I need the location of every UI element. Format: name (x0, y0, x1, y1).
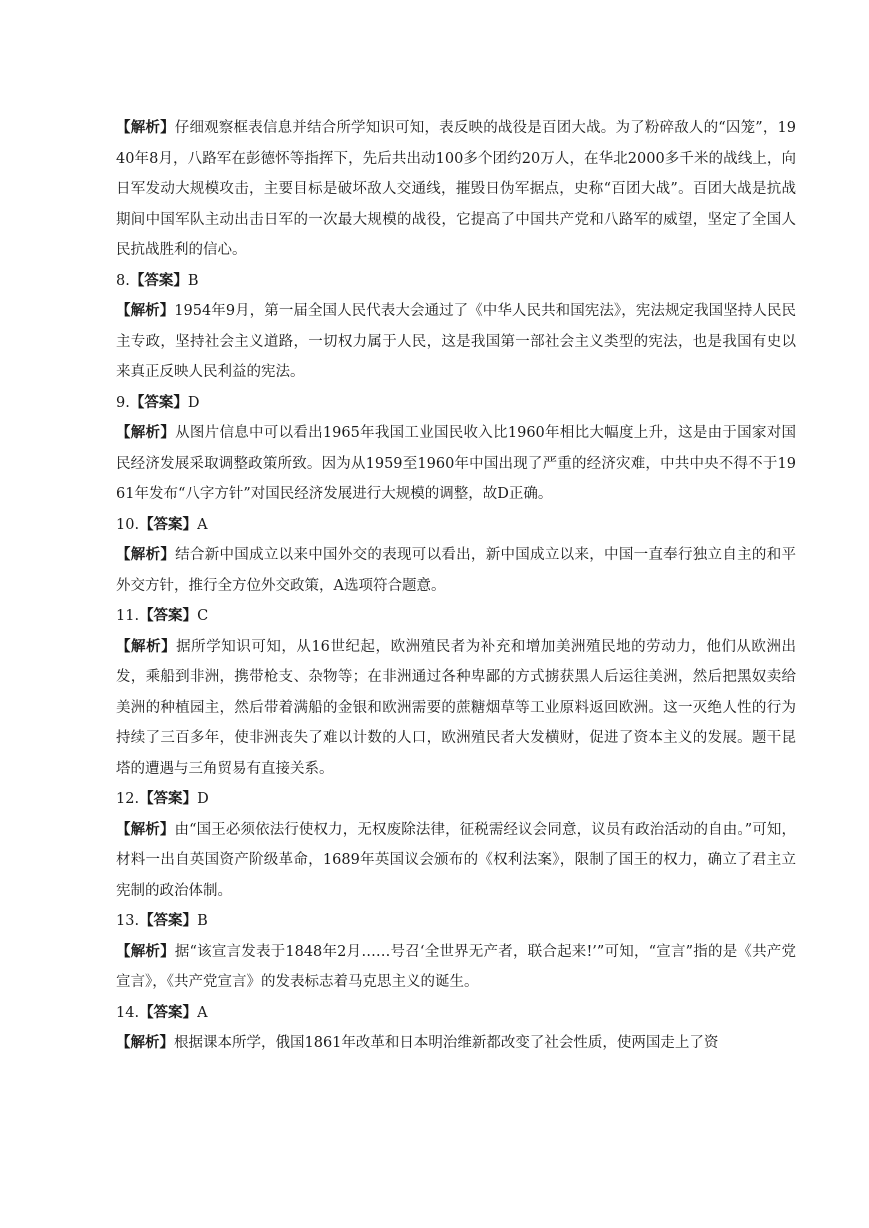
question-number: 13. (116, 913, 140, 929)
answer-8 (116, 266, 796, 297)
answer-label: 【答案】 (129, 393, 188, 411)
explanation-text: 仔细观察框表信息并结合所学知识可知，表反映的战役是百团大战。为了粉碎敌人的“囚笼”，1940年8月，八路军在彭德怀等指挥下，先后共出动100多个团约20万人，在华北2000多千米的战线上，向日军发动大规模攻击，主要目标是破坏敌人交通线，摧毁日伪军据点，史称“百团大战”。百团大战是抗战期间中国军队主动出击日军的一次最大规模的战役，它提高了中国共产党和八路军的威望，坚定了全国人民抗战胜利的信心。 (116, 120, 796, 258)
explanation-14 (116, 1028, 796, 1059)
answer-label: 【答案】 (139, 912, 198, 929)
answer-value: A (197, 1004, 208, 1021)
answer-value: A (197, 516, 208, 533)
answer-label: 【答案】 (139, 515, 198, 533)
explanation-text: 根据课本所学，俄国1861年改革和日本明治维新都改变了社会性质，使两国走上了资 (174, 1035, 719, 1051)
explanation-7 (116, 113, 796, 266)
answer-value: D (187, 394, 200, 411)
question-number: 11. (116, 608, 140, 624)
answer-value: D (197, 791, 209, 807)
answer-label: 【答案】 (139, 607, 198, 624)
question-number: 8. (116, 272, 130, 289)
explanation-13 (116, 937, 796, 998)
answer-13 (116, 906, 796, 937)
explanation-label: 【解析】 (116, 820, 175, 838)
answer-12 (116, 784, 796, 815)
explanation-label: 【解析】 (116, 302, 175, 319)
answer-value: B (197, 913, 208, 929)
answer-11 (116, 601, 796, 632)
question-number: 14. (116, 1004, 140, 1021)
explanation-label: 【解析】 (116, 546, 176, 563)
question-number: 10. (116, 516, 140, 533)
explanation-text: 据“该宣言发表于1848年2月……号召‘全世界无产者，联合起来!’”可知，“宣言”指的是《共产党宣言》，《共产党宣言》的发表标志着马克思主义的诞生。 (116, 943, 797, 990)
answer-label: 【答案】 (139, 790, 198, 807)
explanation-text: 1954年9月，第一届全国人民代表大会通过了《中华人民共和国宪法》，宪法规定我国坚持人民民主专政，坚持社会主义道路，一切权力属于人民，这是我国第一部社会主义类型的宪法，也是我国有史以来真正反映人民利益的宪法。 (116, 303, 797, 380)
explanation-12 (116, 815, 796, 907)
explanation-text: 据所学知识可知，从16世纪起，欧洲殖民者为补充和增加美洲殖民地的劳动力，他们从欧洲出发，乘船到非洲，携带枪支、杂物等；在非洲通过各种卑鄙的方式掳获黑人后运往美洲，然后把黑奴卖给美洲的种植园主，然后带着满船的金银和欧洲需要的蔗糖烟草等工业原料返回欧洲。这一灭绝人性的行为持续了三百多年，使非洲丧失了难以计数的人口，欧洲殖民者大发横财，促进了资本主义的发展。题干昆塔的遭遇与三角贸易有直接关系。 (116, 638, 796, 777)
question-number: 9. (116, 394, 130, 411)
explanation-label: 【解析】 (116, 424, 176, 441)
explanation-text: 结合新中国成立以来中国外交的表现可以看出，新中国成立以来，中国一直奉行独立自主的和平外交方针，推行全方位外交政策，A选项符合题意。 (116, 547, 796, 594)
explanation-text: 由“国王必须依法行使权力，无权废除法律，征税需经议会同意，议员有政治活动的自由。”可知，材料一出自英国资产阶级革命，1689年英国议会颁布的《权利法案》，限制了国王的权力，确立了君主立宪制的政治体制。 (116, 821, 797, 899)
answer-14 (116, 998, 796, 1029)
answer-label: 【答案】 (139, 1003, 198, 1021)
answer-value: C (197, 608, 209, 624)
explanation-label: 【解析】 (116, 119, 175, 136)
answer-sheet (116, 113, 796, 1059)
question-number: 12. (116, 791, 140, 807)
answer-10 (116, 510, 796, 541)
answer-label: 【答案】 (129, 271, 188, 289)
answer-value: B (187, 272, 199, 289)
answer-9 (116, 388, 796, 419)
explanation-text: 从图片信息中可以看出1965年我国工业国民收入比1960年相比大幅度上升，这是由于国家对国民经济发展采取调整政策所致。因为从1959至1960年中国出现了严重的经济灾难，中共中央不得不于1961年发布“八字方针”对国民经济发展进行大规模的调整，故D正确。 (116, 425, 796, 502)
explanation-9 (116, 418, 796, 510)
explanation-8 (116, 296, 796, 388)
explanation-label: 【解析】 (116, 637, 177, 655)
explanation-10 (116, 540, 796, 601)
explanation-label: 【解析】 (116, 942, 175, 960)
explanation-label: 【解析】 (116, 1034, 174, 1051)
explanation-11 (116, 632, 796, 785)
